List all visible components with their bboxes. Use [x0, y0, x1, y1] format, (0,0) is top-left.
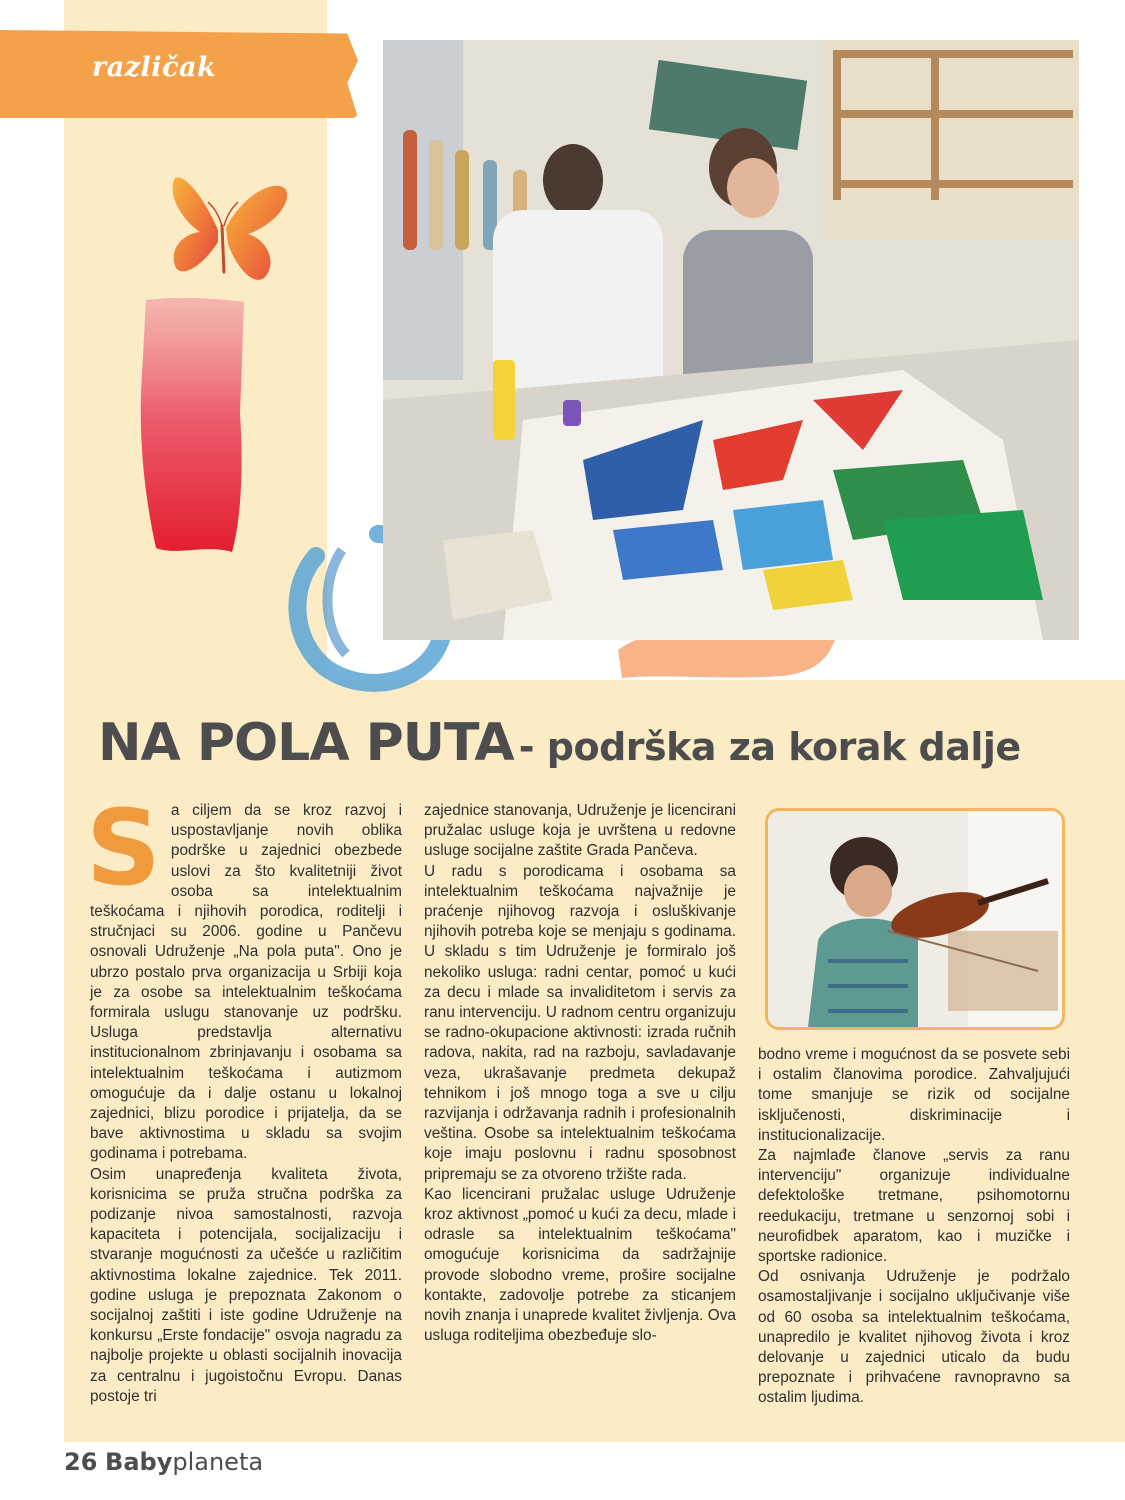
article-column-2	[424, 801, 736, 1346]
paragraph: Od osnivanja Udruženje je podržalo osamostaljivanje i socijalno uključivanje više od 60 osoba sa intelektualnim teškoćama, unapredilo je kvalitet njihovog života i kroz delovanje u zajednici uticalo da budu prepoznate i prihvaćene ravnopravno sa ostalim ljudima.	[758, 1268, 1070, 1407]
paragraph: Kao licencirani pružalac usluge Udruženje kroz aktivnost „pomoć u kući za decu, mlade i odrasle sa intelektualnim teškoćama" omogućuje korisnicima da sadržajnije provode slobodno vreme, prošire socijalne kontakte, zadovolje potrebe za sticanjem novih znanja i unaprede kvalitet življenja. Ova usluga roditeljima obezbeđuje slo-	[424, 1185, 736, 1345]
paragraph: a ciljem da se kroz razvoj i uspostavljanje novih oblika podrške u zajednici obezbede uslovi za što kvalitetniji život osoba sa intelektualnim teškoćama i njihovih porodica, roditelji i stručnjaci su 2006. godine u Pančevu osnovali Udruženje „Na pola puta". Ono je ubrzo postalo prva organizacija u Srbiji koja je za osobe sa intelektualnim teškoćama formirala uslugu stanovanje uz podršku. Usluga predstavlja alternativu institucionalnom zbrinjavanju i osobama sa intelektualnim teškoćama i autizmom omogućuje da i dalje ostanu u lokalnoj zajednici, blizu porodice i prijatelja, da se bave aktivnostima u skladu sa svojim godinama i potrebama.	[90, 802, 402, 1163]
page-number: 26	[64, 1448, 98, 1476]
headline-sub: - podrška za korak dalje	[518, 725, 1021, 769]
section-tag: različak	[92, 52, 217, 83]
paragraph: bodno vreme i mogućnost da se posvete sebi i ostalim članovima porodice. Zahvaljujući tome smanjuje se rizik od socijalne isključenosti, diskriminacije i institucionalizacije.	[758, 1046, 1070, 1144]
paragraph: U radu s porodicama i osobama sa intelektualnim teškoćama najvažnije je praćenje njihovog razvoja i osluškivanje njihovih potreba koje se menjaju s godinama. U skladu s tim Udruženje je formiralo još nekoliko usluga: radni centar, pomoć u kući za decu i mlade sa invaliditetom i servis za ranu intervenciju. U radnom centru organizuju se radno-okupacione aktivnosti: izrada ručnih radova, nakita, rad na razboju, savladavanje veza, ukrašavanje predmeta dekupaž tehnikom i još mnogo toga a sve u cilju razvijanja i održavanja radnih i profesionalnih veština. Osobe sa intelektualnim teškoćama koje imaju poslovnu i radnu sposobnost pripremaju se za otvoreno tržište rada.	[424, 862, 736, 1183]
violin-photo	[765, 808, 1065, 1030]
paragraph: Osim unapređenja kvaliteta života, korisnicima se pruža stručna podrška za podizanje nivoa samostalnosti, razvoja kapaciteta i potencijala, socijalizaciju i stvaranje mogućnosti za učešće u različitim aktivnostima lokalne zajednice. Tek 2011. godine usluga je prepoznata Zakonom o socijalnoj zaštiti i iste godine Udruženje na konkursu „Erste fondacije" osvoja nagradu za najbolje projekte u oblasti socijalnih inovacija za centralnu i jugoistočnu Evropu. Danas postoje tri	[90, 1165, 402, 1405]
headline-main: NA POLA PUTA	[98, 713, 514, 773]
dropcap: S	[86, 787, 161, 909]
butterfly-icon	[160, 168, 292, 298]
red-brush-decoration	[136, 294, 248, 556]
paragraph: zajednice stanovanja, Udruženje je licencirani pružalac usluge koja je uvrštena u redovne usluge socijalne zaštite Grada Pančeva.	[424, 802, 736, 860]
article-column-3	[758, 1045, 1070, 1409]
article-column-1	[86, 787, 402, 1407]
brand-name-light: planeta	[172, 1448, 264, 1476]
paragraph: Za najmlađe članove „servis za ranu intervenciju" organizuje individualne defektološke tretmane, psihomotornu reedukaciju, tretmane u senzornoj sobi i neurofidbek aparatom, kao i muzičke i sportske radionice.	[758, 1147, 1070, 1266]
main-photo-workshop	[383, 40, 1079, 640]
page-footer	[64, 1448, 263, 1476]
headline	[98, 713, 1098, 773]
brand-name-bold: Baby	[105, 1448, 173, 1476]
